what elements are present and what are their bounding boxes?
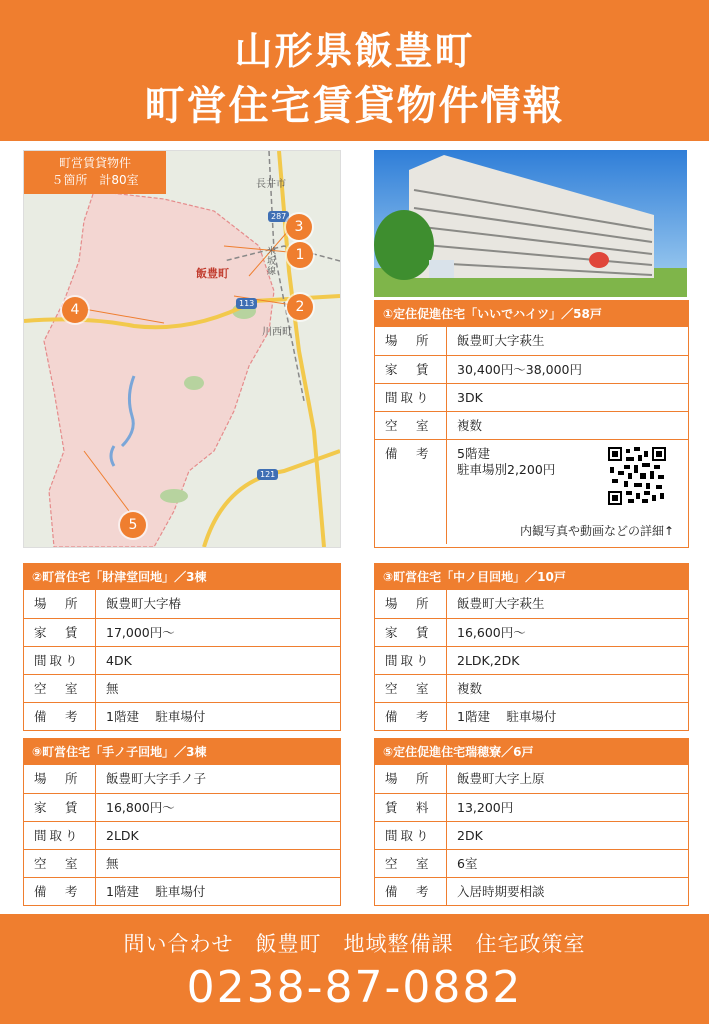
row-key: 家 賃 bbox=[24, 794, 96, 821]
table-row-notes bbox=[375, 439, 688, 544]
row-key: 空 室 bbox=[24, 850, 96, 877]
row-key: 場 所 bbox=[375, 327, 447, 355]
property-card-1 bbox=[374, 300, 689, 548]
row-key: 家 賃 bbox=[375, 356, 447, 383]
row-key: 場 所 bbox=[24, 765, 96, 793]
row-key: 間取り bbox=[375, 647, 447, 674]
header-title-town: 山形県飯豊町 bbox=[234, 29, 475, 73]
table-row bbox=[375, 849, 688, 877]
row-key: 家 賃 bbox=[24, 619, 96, 646]
table-row bbox=[24, 877, 340, 905]
row-key: 備 考 bbox=[24, 878, 96, 905]
building-photo bbox=[374, 150, 687, 297]
map-summary-label bbox=[24, 151, 166, 194]
row-key: 空 室 bbox=[24, 675, 96, 702]
map-pin-2[interactable]: 2 bbox=[287, 294, 313, 320]
row-key: 空 室 bbox=[375, 412, 447, 439]
row-value: 3DK bbox=[457, 390, 483, 405]
row-key: 賃 料 bbox=[375, 794, 447, 821]
table-row bbox=[24, 590, 340, 618]
table-row bbox=[375, 411, 688, 439]
table-row bbox=[375, 383, 688, 411]
row-key: 間取り bbox=[24, 647, 96, 674]
table-row bbox=[24, 765, 340, 793]
header-title-main: 町営住宅賃貸物件情報 bbox=[144, 83, 565, 129]
map-label-line2: ５箇所 計80室 bbox=[51, 173, 139, 187]
road-287: 287 bbox=[268, 211, 289, 222]
table-row bbox=[375, 674, 688, 702]
map-pin-4[interactable]: 4 bbox=[62, 297, 88, 323]
map-pin-3[interactable]: 3 bbox=[286, 214, 312, 240]
table-row bbox=[24, 821, 340, 849]
row-key: 間取り bbox=[375, 384, 447, 411]
contact-department: 問い合わせ 飯豊町 地域整備課 住宅政策室 bbox=[123, 932, 586, 956]
row-key: 空 室 bbox=[375, 675, 447, 702]
table-row bbox=[375, 355, 688, 383]
row-key: 間取り bbox=[375, 822, 447, 849]
property-card-2 bbox=[23, 563, 341, 731]
row-value: 2LDK,2DK bbox=[457, 653, 520, 668]
table-row bbox=[24, 618, 340, 646]
row-value: 無 bbox=[106, 856, 119, 871]
row-value: 1階建 駐車場付 bbox=[457, 709, 557, 724]
row-value: 複数 bbox=[457, 681, 483, 696]
contact-footer bbox=[0, 914, 709, 1024]
map-graphic bbox=[24, 151, 340, 547]
row-key: 場 所 bbox=[375, 590, 447, 618]
row-value: 2DK bbox=[457, 828, 483, 843]
row-key: 間取り bbox=[24, 822, 96, 849]
table-row bbox=[375, 702, 688, 730]
table-row bbox=[375, 646, 688, 674]
row-value: 13,200円 bbox=[457, 800, 514, 815]
row-key: 備 考 bbox=[375, 440, 447, 544]
row-value: 30,400円～38,000円 bbox=[457, 362, 582, 377]
header-banner bbox=[0, 0, 709, 141]
row-key: 空 室 bbox=[375, 850, 447, 877]
row-value: 飯豊町大字手ノ子 bbox=[106, 771, 207, 786]
row-value: 2LDK bbox=[106, 828, 139, 843]
card2-title: ②町営住宅「財津堂回地」／3棟 bbox=[24, 564, 340, 590]
row-key: 備 考 bbox=[375, 703, 447, 730]
map-pin-5[interactable]: 5 bbox=[120, 512, 146, 538]
row-key: 家 賃 bbox=[375, 619, 447, 646]
row-value: 1階建 駐車場付 bbox=[106, 709, 206, 724]
row-value: 17,000円～ bbox=[106, 625, 175, 640]
row-value: 入居時期要相談 bbox=[457, 884, 545, 899]
row-key: 場 所 bbox=[375, 765, 447, 793]
table-row bbox=[375, 590, 688, 618]
card3-title: ③町営住宅「中ノ目回地」／10戸 bbox=[375, 564, 688, 590]
row-value: 飯豊町大字上原 bbox=[457, 771, 545, 786]
table-row bbox=[24, 793, 340, 821]
row-value: 16,800円～ bbox=[106, 800, 175, 815]
card5-title: ⑤定住促進住宅瑞穂寮／6戸 bbox=[375, 739, 688, 765]
row-value: 飯豊町大字萩生 bbox=[457, 333, 545, 348]
rail-label: 米坂線 bbox=[267, 247, 277, 277]
place-iide: 飯豊町 bbox=[196, 267, 229, 280]
table-row bbox=[24, 674, 340, 702]
table-row bbox=[24, 702, 340, 730]
row-value: 飯豊町大字椿 bbox=[106, 596, 182, 611]
contact-phone[interactable]: 0238-87-0882 bbox=[186, 962, 523, 1013]
card4-title: ⑨町営住宅「手ノ子回地」／3棟 bbox=[24, 739, 340, 765]
table-row bbox=[375, 821, 688, 849]
row-value: 1階建 駐車場付 bbox=[106, 884, 206, 899]
row-value: 飯豊町大字萩生 bbox=[457, 596, 545, 611]
table-row bbox=[375, 327, 688, 355]
table-row bbox=[24, 646, 340, 674]
table-row bbox=[375, 793, 688, 821]
table-row bbox=[24, 849, 340, 877]
property-card-5 bbox=[374, 738, 689, 906]
place-nagai: 長井市 bbox=[256, 179, 286, 190]
map-pin-1[interactable]: 1 bbox=[287, 242, 313, 268]
qr-caption: 内観写真や動画などの詳細↑ bbox=[519, 524, 674, 538]
row-key: 備 考 bbox=[375, 878, 447, 905]
qr-code-icon[interactable] bbox=[608, 447, 666, 505]
property-card-3 bbox=[374, 563, 689, 731]
table-row bbox=[375, 618, 688, 646]
row-value: 4DK bbox=[106, 653, 132, 668]
row-value: 16,600円～ bbox=[457, 625, 526, 640]
row-key: 場 所 bbox=[24, 590, 96, 618]
row-value bbox=[457, 446, 555, 478]
row-key: 備 考 bbox=[24, 703, 96, 730]
card1-title: ①定住促進住宅「いいでハイツ」／58戸 bbox=[375, 301, 688, 327]
note-line2: 駐車場別2,200円 bbox=[457, 462, 556, 477]
row-value: 複数 bbox=[457, 418, 483, 433]
row-value: 6室 bbox=[457, 856, 478, 871]
place-kawanishi: 川西町 bbox=[262, 327, 292, 338]
table-row bbox=[375, 765, 688, 793]
note-line1: 5階建 bbox=[457, 446, 490, 461]
road-121: 121 bbox=[257, 469, 278, 480]
row-value: 無 bbox=[106, 681, 119, 696]
property-card-4 bbox=[23, 738, 341, 906]
road-113: 113 bbox=[236, 298, 257, 309]
map-label-line1: 町営賃貸物件 bbox=[58, 156, 131, 170]
location-map bbox=[23, 150, 341, 548]
table-row bbox=[375, 877, 688, 905]
